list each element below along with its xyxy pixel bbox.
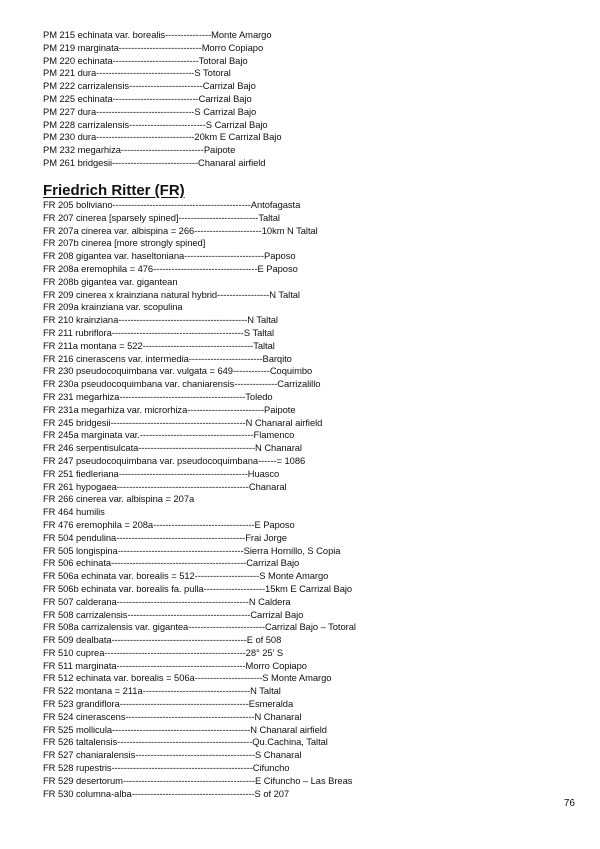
list-item: FR 509 dealbata--------------------------------------------E of 508 [43, 634, 282, 646]
list-item: FR 247 pseudocoquimbana var. pseudocoquimbana------= 1086 [43, 454, 306, 466]
list-item: FR 230a pseudocoquimbana var. chaniarensis--------------Carrizalillo [43, 378, 321, 390]
list-item: FR 208 gigantea var. haseltoniana--------------------------Paposo [43, 250, 296, 262]
list-item: PM 225 echinata----------------------------Carrizal Bajo [43, 92, 252, 104]
list-item: PM 232 megarhiza---------------------------Paipote [43, 144, 236, 156]
section-heading: Friedrich Ritter (FR) [43, 182, 185, 199]
list-item: FR 207 cinerea [sparsely spined]--------------------------Taltal [43, 211, 280, 223]
list-item: FR 523 grandiflora------------------------------------------Esmeralda [43, 698, 294, 710]
list-item: FR 207b cinerea [more strongly spined] [43, 237, 206, 249]
list-item: PM 219 marginata---------------------------Morro Copiapo [43, 41, 264, 53]
list-item: FR 522 montana = 211a-----------------------------------N Taltal [43, 685, 281, 697]
list-item: FR 505 longispina-----------------------------------------Sierra Hornillo, S Copia [43, 544, 341, 556]
list-item: PM 215 echinata var. borealis---------------Monte Amargo [43, 29, 272, 40]
list-item: FR 524 cinerascens------------------------------------------N Chanaral [43, 710, 302, 722]
list-item: FR 525 mollicula---------------------------------------------N Chanaral airfield [43, 723, 327, 735]
list-item: PM 228 carrizalensis-------------------------S Carrizal Bajo [43, 118, 268, 130]
list-item: FR 208a eremophila = 476----------------------------------E Paposo [43, 262, 298, 274]
list-item: FR 216 cinerascens var. intermedia------------------------Barqito [43, 352, 292, 364]
list-item: FR 211a montana = 522------------------------------------Taltal [43, 339, 275, 351]
fr-field-number-list [43, 199, 583, 800]
list-item: FR 251 fiedleriana------------------------------------------Huasco [43, 467, 280, 479]
list-item: FR 508 carrizalensis----------------------------------------Carrizal Bajo [43, 608, 304, 620]
list-item: FR 510 cuprea----------------------------------------------28° 25' S [43, 646, 284, 658]
list-item: PM 222 carrizalensis------------------------Carrizal Bajo [43, 80, 256, 92]
list-item: FR 528 rupestris----------------------------------------------Cifuncho [43, 762, 290, 774]
list-item: FR 476 eremophila = 208a---------------------------------E Paposo [43, 518, 295, 530]
list-item: FR 231 megarhiza-----------------------------------------Toledo [43, 390, 273, 402]
list-item: PM 261 bridgesii----------------------------Chanaral airfield [43, 156, 266, 168]
list-item: FR 261 hypogaea-------------------------------------------Chanaral [43, 480, 287, 492]
list-item: FR 507 calderana-------------------------------------------N Caldera [43, 595, 291, 607]
list-item: FR 230 pseudocoquimbana var. vulgata = 649------------Coquimbo [43, 365, 313, 377]
list-item: FR 211 rubriflora-------------------------------------------S Taltal [43, 326, 275, 338]
list-item: FR 506b echinata var. borealis fa. pulla--------------------15km E Carrizal Bajo [43, 582, 353, 594]
list-item: PM 221 dura--------------------------------S Totoral [43, 67, 231, 79]
list-item: FR 205 boliviano---------------------------------------------Antofagasta [43, 199, 301, 210]
list-item: FR 246 serpentisulcata--------------------------------------N Chanaral [43, 442, 302, 454]
list-item: FR 208b gigantea var. gigantean [43, 275, 178, 287]
page-number: 76 [563, 798, 575, 809]
list-item: FR 526 taltalensis--------------------------------------------Qu.Cachina, Taltal [43, 736, 328, 748]
list-item: FR 511 marginata------------------------------------------Morro Copiapo [43, 659, 307, 671]
list-item: FR 209 cinerea x krainziana natural hybrid-----------------N Taltal [43, 288, 300, 300]
list-item: FR 231a megarhiza var. microrhiza-------------------------Paipote [43, 403, 296, 415]
list-item: PM 230 dura--------------------------------20km E Carrizal Bajo [43, 131, 282, 143]
list-item: FR 464 humilis [43, 506, 105, 518]
list-item: FR 527 chaniaralensis---------------------------------------S Chanaral [43, 749, 302, 761]
list-item: PM 227 dura--------------------------------S Carrizal Bajo [43, 105, 257, 117]
list-item: FR 506 echinata--------------------------------------------Carrizal Bajo [43, 557, 300, 569]
list-item: FR 266 cinerea var. albispina = 207a [43, 493, 195, 505]
list-item: FR 512 echinata var. borealis = 506a----------------------S Monte Amargo [43, 672, 332, 684]
list-item: FR 508a carrizalensis var. gigantea-------------------------Carrizal Bajo – Totoral [43, 621, 356, 633]
list-item: FR 245 bridgesii--------------------------------------------N Chanaral airfield [43, 416, 323, 428]
list-item: FR 530 columna-alba----------------------------------------S of 207 [43, 787, 290, 799]
list-item: FR 207a cinerea var. albispina = 266----------------------10km N Taltal [43, 224, 318, 236]
list-item: PM 220 echinata----------------------------Totoral Bajo [43, 54, 248, 66]
list-item: FR 210 krainziana------------------------------------------N Taltal [43, 314, 278, 326]
list-item: FR 245a marginata var.-------------------------------------Flamenco [43, 429, 295, 441]
list-item: FR 506a echinata var. borealis = 512---------------------S Monte Amargo [43, 570, 329, 582]
pm-field-number-list [43, 29, 583, 170]
list-item: FR 209a krainziana var. scopulina [43, 301, 183, 313]
list-item: FR 529 desertorum-------------------------------------------E Cifuncho – Las Breas [43, 774, 353, 786]
list-item: FR 504 pendulina------------------------------------------Frai Jorge [43, 531, 287, 543]
